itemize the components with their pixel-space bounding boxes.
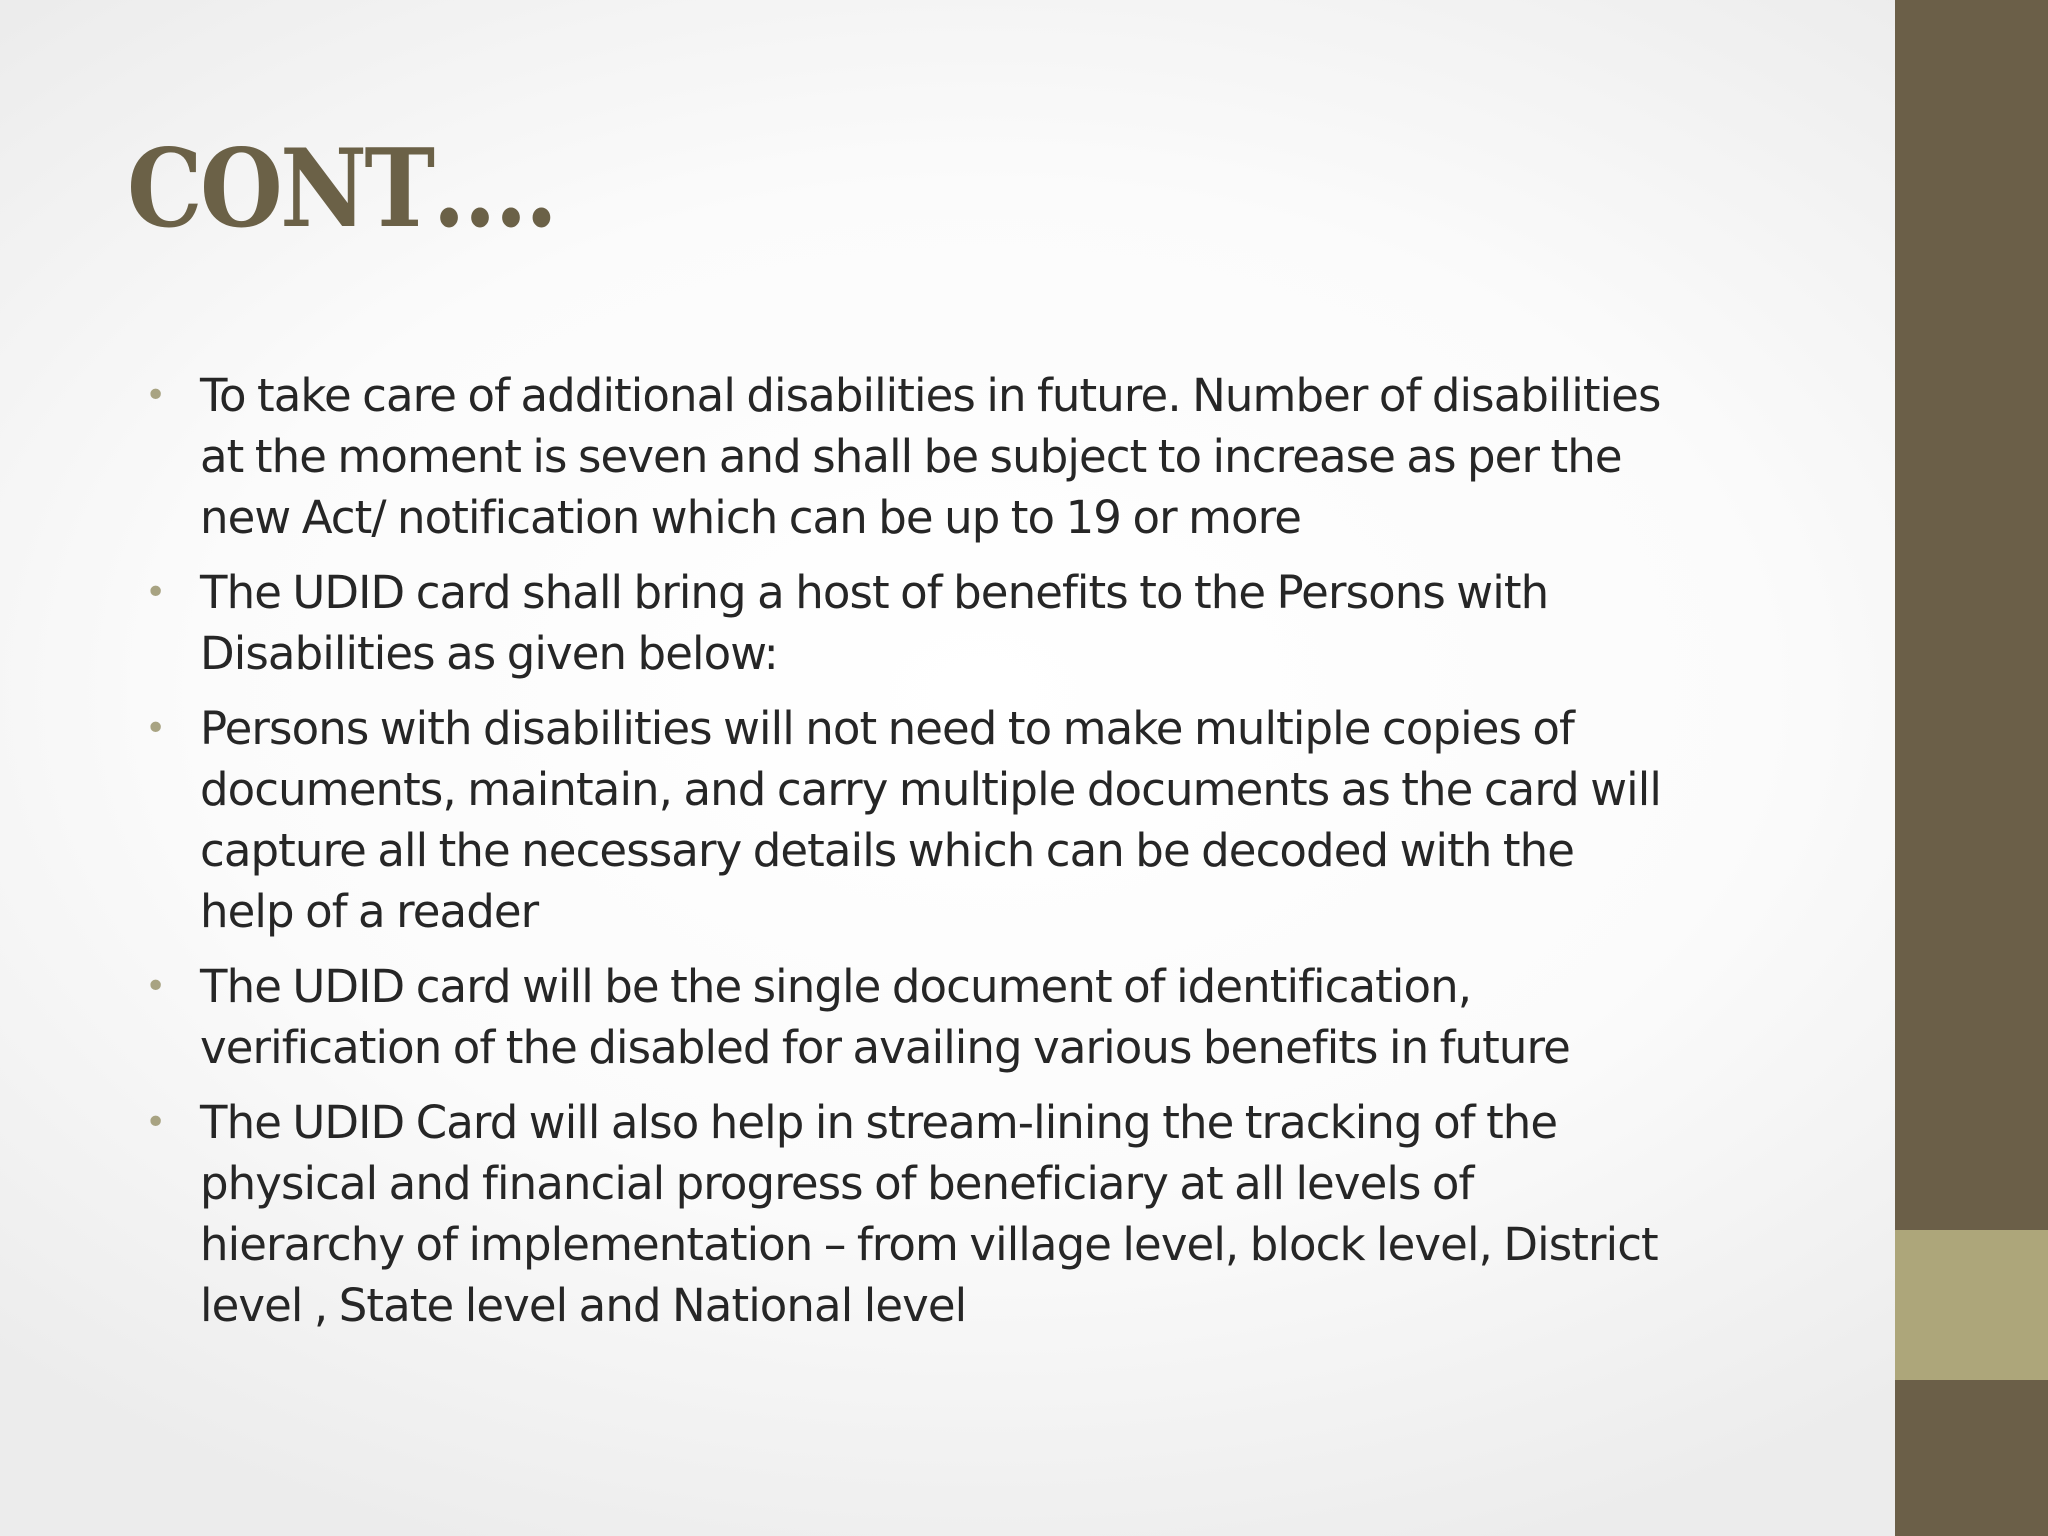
bullet-dot-icon: • [145, 572, 166, 613]
bullet-dot-icon: • [145, 375, 166, 416]
bullet-text: The UDID Card will also help in stream-lining the tracking of the physical and financial progress of beneficiary at all levels of hierarchy of implementation – from village level, block level, District level , State level and National level [200, 1096, 1658, 1332]
bullet-text: Persons with disabilities will not need to make multiple copies of documents, maintain, and carry multiple documents as the card will capture all the necessary details which can be decoded with the help of a reader [200, 702, 1661, 938]
bullet-dot-icon: • [145, 708, 166, 749]
slide-title: CONT…. [127, 126, 556, 252]
bullet-list [145, 365, 1885, 1350]
bullet-item [145, 562, 1885, 684]
bullet-text: The UDID card will be the single document of identification, verification of the disabled for availing various benefits in future [200, 960, 1570, 1074]
bullet-dot-icon: • [145, 966, 166, 1007]
bullet-item [145, 1092, 1885, 1336]
bullet-text: To take care of additional disabilities in future. Number of disabilities at the moment is seven and shall be subject to increase as per the new Act/ notification which can be up to 19 or more [200, 369, 1661, 544]
bullet-item [145, 956, 1885, 1078]
bullet-text: The UDID card shall bring a host of benefits to the Persons with Disabilities as given below: [200, 566, 1549, 680]
bullet-dot-icon: • [145, 1102, 166, 1143]
sidebar-accent-band [1895, 1230, 2048, 1380]
bullet-item [145, 365, 1885, 548]
decorative-sidebar [1895, 0, 2048, 1536]
bullet-item [145, 698, 1885, 942]
